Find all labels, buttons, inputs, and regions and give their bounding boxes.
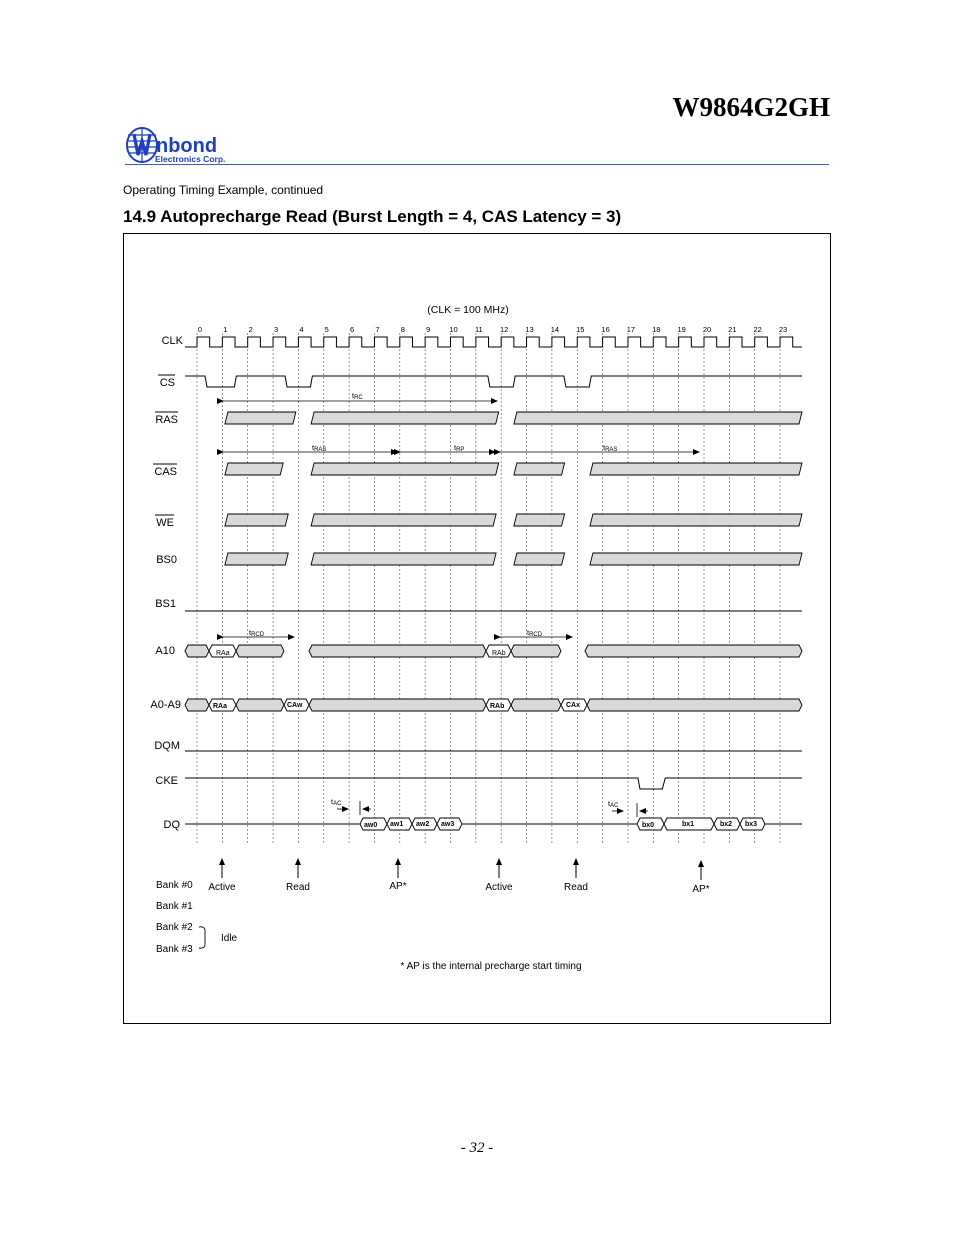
tac1-label: tAC [331,797,342,807]
cycle-number-2: 2 [248,325,253,334]
cycle-number-9: 9 [426,325,431,334]
cycle-number-23: 23 [778,325,788,334]
page-number: - 32 - [460,1140,494,1156]
event-ap-2: AP* [692,884,710,895]
dq-value-bx0: bx0 [642,822,655,829]
cycle-number-10: 10 [449,325,458,334]
signal-dq: DQ [163,819,180,831]
cycle-number-22: 22 [753,325,762,334]
event-markers [222,859,701,880]
a10-segment-6 [585,645,802,657]
cycle-number-0: 0 [197,325,203,334]
cycle-number-21: 21 [728,325,737,334]
logo-subline: Electronics Corp. [155,154,226,164]
cycle-number-20: 20 [702,325,712,334]
signal-dqm: DQM [154,740,180,752]
bs0-dontcare-0 [225,553,288,565]
trcd1-annotation [223,628,294,638]
clock-frequency-note: (CLK = 100 MHz) [427,304,509,316]
trcd2-label: tRCD [527,628,543,638]
cycle-number-11: 11 [474,325,483,334]
signal-clk: CLK [161,335,183,347]
trcd2-annotation [500,628,572,638]
bank-3: Bank #3 [156,944,193,955]
tras2-label: tRAS [603,443,618,453]
addr-value-raa: RAa [213,703,228,710]
cas-dontcare-3 [590,463,802,475]
section-title: 14.9 Autoprecharge Read (Burst Length = 4, CAS Latency = 3) [123,207,622,226]
event-active-2: Active [485,882,513,893]
cs-waveform [185,376,802,387]
cycle-number-15: 15 [576,325,585,334]
addr-value-cax: CAx [566,702,581,709]
event-read-1: Read [286,882,310,893]
signal-cke: CKE [155,775,178,787]
ras-dontcare-2 [514,412,802,424]
cycle-number-7: 7 [375,325,380,334]
trcd1-label: tRCD [249,628,265,638]
dq-value-aw0: aw0 [364,822,378,829]
signal-bs0: BS0 [156,554,177,566]
tras1-annotation [223,443,397,453]
a10-segment-5 [511,645,561,657]
a10-segment-2 [236,645,284,657]
trc-label: tRC [352,391,363,401]
we-dontcare-3 [590,514,802,526]
signal-cas: CAS [154,466,177,478]
addr-segment-0 [185,699,209,711]
ras-dontcare-0 [225,412,296,424]
trc-annotation [223,391,497,401]
cycle-number-12: 12 [500,325,509,334]
dq-value-bx3: bx3 [745,821,758,828]
cycle-number-4: 4 [299,325,304,334]
we-dontcare-0 [225,514,288,526]
dq-value-bx2: bx2 [720,821,733,828]
signal-a0-a9: A0-A9 [150,699,181,711]
footnote: * AP is the internal precharge start timing [400,961,582,972]
a10-value-raa: RAa [216,650,230,657]
cycle-number-13: 13 [525,325,534,334]
clk-waveform [185,337,802,347]
addr-value-rab: RAb [490,703,505,710]
a10-segment-0 [185,645,209,657]
cycle-number-8: 8 [400,325,405,334]
signal-we: WE [156,517,174,529]
event-ap-1: AP* [389,881,407,892]
tac2-label: tAC [608,799,619,809]
cycle-number-6: 6 [350,325,355,334]
addr-segment-6 [511,699,561,711]
dq-value-bx1: bx1 [682,821,695,828]
addr-value-caw: CAw [287,702,303,709]
dq-value-aw3: aw3 [441,821,455,828]
addr-segment-2 [236,699,284,711]
signal-ras: RAS [155,414,178,426]
idle-label: Idle [221,933,238,944]
bank-0: Bank #0 [156,880,193,891]
cycle-number-1: 1 [223,325,228,334]
cycle-numbers [198,325,787,334]
a10-value-rab: RAb [492,650,506,657]
part-number: W9864G2GH [672,92,830,122]
cycle-gridlines [197,333,780,845]
bs0-dontcare-3 [590,553,802,565]
cycle-number-19: 19 [677,325,686,334]
we-dontcare-1 [311,514,496,526]
caption: Operating Timing Example, continued [123,183,324,197]
cas-dontcare-1 [311,463,499,475]
cas-dontcare-2 [514,463,565,475]
addr-segment-8 [587,699,802,711]
event-read-2: Read [564,882,588,893]
cas-dontcare-0 [225,463,283,475]
cycle-number-3: 3 [273,325,279,334]
signal-bs1: BS1 [155,598,176,610]
idle-bracket [199,927,205,948]
ras-dontcare-1 [311,412,499,424]
tras1-label: tRAS [312,443,327,453]
event-active-1: Active [208,882,236,893]
addr-segment-4 [309,699,486,711]
bs0-dontcare-1 [311,553,496,565]
cke-waveform [185,778,802,789]
waveforms [185,337,802,830]
trp-label: tRP [454,443,465,453]
we-dontcare-2 [514,514,565,526]
tac1-annotation [331,797,371,815]
dq-value-aw1: aw1 [390,821,404,828]
logo-wordmark: nbond [156,135,218,157]
cycle-number-17: 17 [626,325,636,334]
bank-2: Bank #2 [156,922,193,933]
trp-annotation [400,443,495,453]
signal-a10: A10 [155,645,175,657]
a10-segment-3 [309,645,486,657]
cycle-number-14: 14 [550,325,560,334]
tras2-annotation [500,443,699,453]
cycle-number-18: 18 [652,325,661,334]
cycle-number-16: 16 [601,325,610,334]
cycle-number-5: 5 [324,325,329,334]
bs0-dontcare-2 [514,553,565,565]
dq-value-aw2: aw2 [416,821,430,828]
signal-cs: CS [159,377,175,389]
bank-1: Bank #1 [156,901,193,912]
